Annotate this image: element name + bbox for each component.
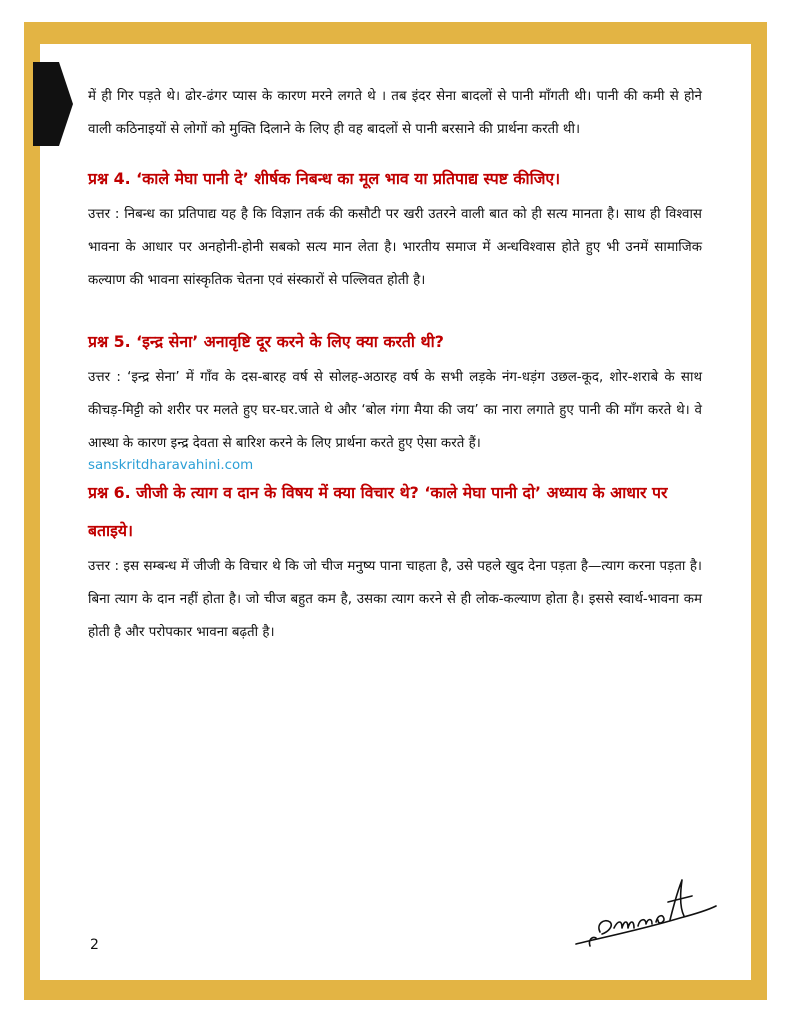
bookmark-tab-icon [33, 62, 73, 146]
intro-paragraph: में ही गिर पड़ते थे। ढोर-ढंगर प्यास के कारण मरने लगते थे । तब इंदर सेना बादलों से पानी माँगती थी। पानी की कमी से होने वाली कठिनाइयों से लोगों को मुक्ति दिलाने के लिए ही वह बादलों से पानी बरसाने की प्रार्थना करती थी। [88, 89, 702, 137]
answer-6: उत्तर : इस सम्बन्ध में जीजी के विचार थे कि जो चीज मनुष्य पाना चाहता है, उसे पहले खुद देना पड़ता है—त्याग करना पड़ता है। बिना त्याग के दान नहीं होता है। जो चीज बहुत कम है, उसका त्याग करने से ही लोक-कल्याण होता है। इससे स्वार्थ-भावना कम होती है और परोपकार भावना बढ़ती है। [88, 559, 702, 640]
signature-icon [570, 874, 720, 954]
answer-4: उत्तर : निबन्ध का प्रतिपाद्य यह है कि विज्ञान तर्क की कसौटी पर खरी उतरने वाली बात को ही सत्य मानता है। साथ ही विश्वास भावना के आधार पर अनहोनी-होनी सबको सत्य मान लेता है। भारतीय समाज में अन्धविश्वास होते हुए भी उनमें सामाजिक कल्याण की भावना सांस्कृतिक चेतना एवं संस्कारों से पल्लिवत होती है। [88, 207, 702, 288]
page-number: 2 [90, 937, 99, 953]
question-6: प्रश्न 6. जीजी के त्याग व दान के विषय में क्या विचार थे? ‘काले मेघा पानी दो’ अध्याय के आधार पर बताइये। [88, 483, 668, 540]
document-body [88, 80, 702, 649]
question-5: प्रश्न 5. ‘इन्द्र सेना’ अनावृष्टि दूर करने के लिए क्या करती थी? [88, 332, 444, 351]
question-4: प्रश्न 4. ‘काले मेघा पानी दे’ शीर्षक निबन्ध का मूल भाव या प्रतिपाद्य स्पष्ट कीजिए। [88, 169, 561, 188]
answer-5: उत्तर : ‘इन्द्र सेना’ में गाँव के दस-बारह वर्ष से सोलह-अठारह वर्ष के सभी लड़के नंग-धड़ंग उछल-कूद, शोर-शराबे के साथ कीचड़-मिट्टी को शरीर पर मलते हुए घर-घर.जाते थे और ‘बोल गंगा मैया की जय’ का नारा लगाते हुए पानी की माँग करते थे। वे आस्था के कारण इन्द्र देवता से बारिश करने के लिए प्रार्थना करते हुए ऐसा करते हैं। [88, 370, 702, 451]
website-link[interactable]: sanskritdharavahini.com [88, 458, 254, 473]
